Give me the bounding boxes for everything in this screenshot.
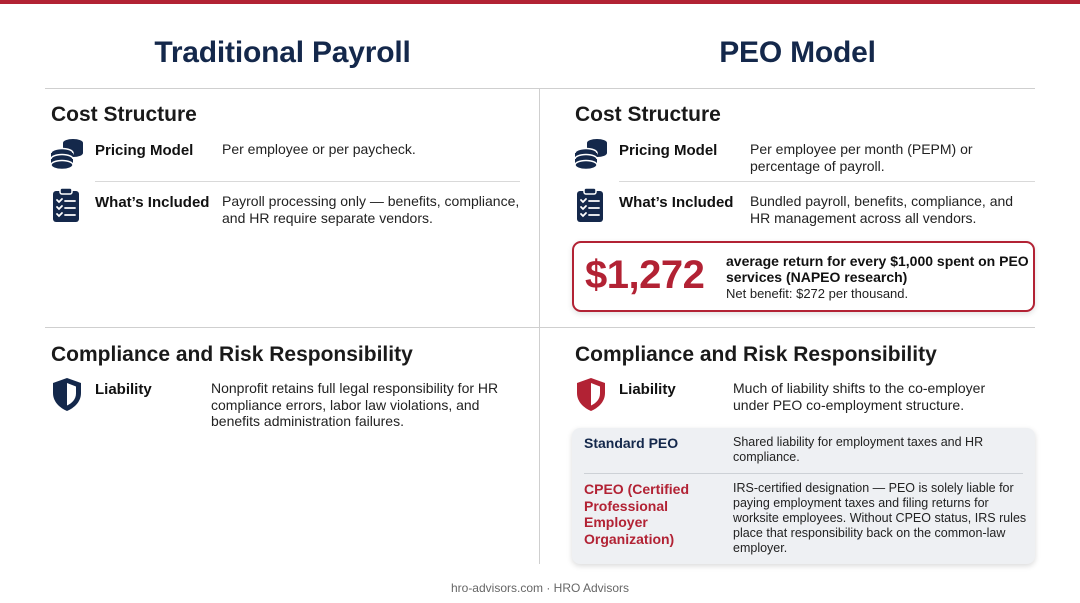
right-row-divider xyxy=(619,181,1035,182)
shield-icon xyxy=(50,376,84,412)
left-row-divider xyxy=(95,181,520,182)
stat-description: average return for every $1,000 spent on PEO services (NAPEO research) xyxy=(726,253,1029,285)
right-whats-included-label: What’s Included xyxy=(619,194,734,211)
column-divider xyxy=(539,88,540,564)
standard-peo-text: Shared liability for employment taxes and HR compliance. xyxy=(733,435,984,464)
standard-peo-label: Standard PEO xyxy=(584,435,679,451)
cpeo-label: CPEO (Certified Professional Employer Organization) xyxy=(584,481,690,547)
left-liability-label: Liability xyxy=(95,381,152,398)
coin-stack-icon xyxy=(574,137,608,173)
peo-types-divider xyxy=(584,473,1023,474)
peo-return-callout xyxy=(572,241,1035,312)
footer-credit: hro-advisors.com · HRO Advisors xyxy=(450,581,630,595)
left-pricing-model-label: Pricing Model xyxy=(95,142,194,159)
coin-stack-icon xyxy=(50,137,84,173)
clipboard-checklist-icon xyxy=(50,187,84,223)
peo-types-panel xyxy=(572,428,1035,564)
left-whats-included-label: What’s Included xyxy=(95,194,210,211)
right-cost-structure-heading: Cost Structure xyxy=(575,103,721,126)
right-liability-label: Liability xyxy=(619,381,676,398)
right-compliance-heading: Compliance and Risk Responsibility xyxy=(575,343,937,366)
traditional-payroll-title: Traditional Payroll xyxy=(154,36,411,69)
section-divider xyxy=(45,327,1035,328)
right-pricing-model-text: Per employee per month (PEPM) or percentage of payroll. xyxy=(750,141,973,174)
right-liability-text: Much of liability shifts to the co-employer under PEO co-employment structure. xyxy=(733,380,986,413)
header-divider xyxy=(45,88,1035,89)
right-whats-included-text: Bundled payroll, benefits, compliance, and HR management across all vendors. xyxy=(750,193,1014,226)
left-liability-text: Nonprofit retains full legal responsibility for HR compliance errors, labor law violations, and benefits administration failures. xyxy=(211,380,499,429)
stat-subtext: Net benefit: $272 per thousand. xyxy=(726,286,909,301)
shield-icon xyxy=(574,376,608,412)
left-whats-included-text: Payroll processing only — benefits, compliance, and HR require separate vendors. xyxy=(222,193,520,226)
left-cost-structure-heading: Cost Structure xyxy=(51,103,197,126)
right-pricing-model-label: Pricing Model xyxy=(619,142,718,159)
clipboard-checklist-icon xyxy=(574,187,608,223)
cpeo-text: IRS-certified designation — PEO is solely liable for paying employment taxes and filing returns for worksite employees. Without CPEO status, IRS rules place that responsibility back on the common-law employer. xyxy=(733,481,1027,555)
left-pricing-model-text: Per employee or per paycheck. xyxy=(222,141,416,157)
peo-model-title: PEO Model xyxy=(719,36,876,69)
top-accent-bar xyxy=(0,0,1080,4)
left-compliance-heading: Compliance and Risk Responsibility xyxy=(51,343,413,366)
stat-value: $1,272 xyxy=(585,253,705,297)
